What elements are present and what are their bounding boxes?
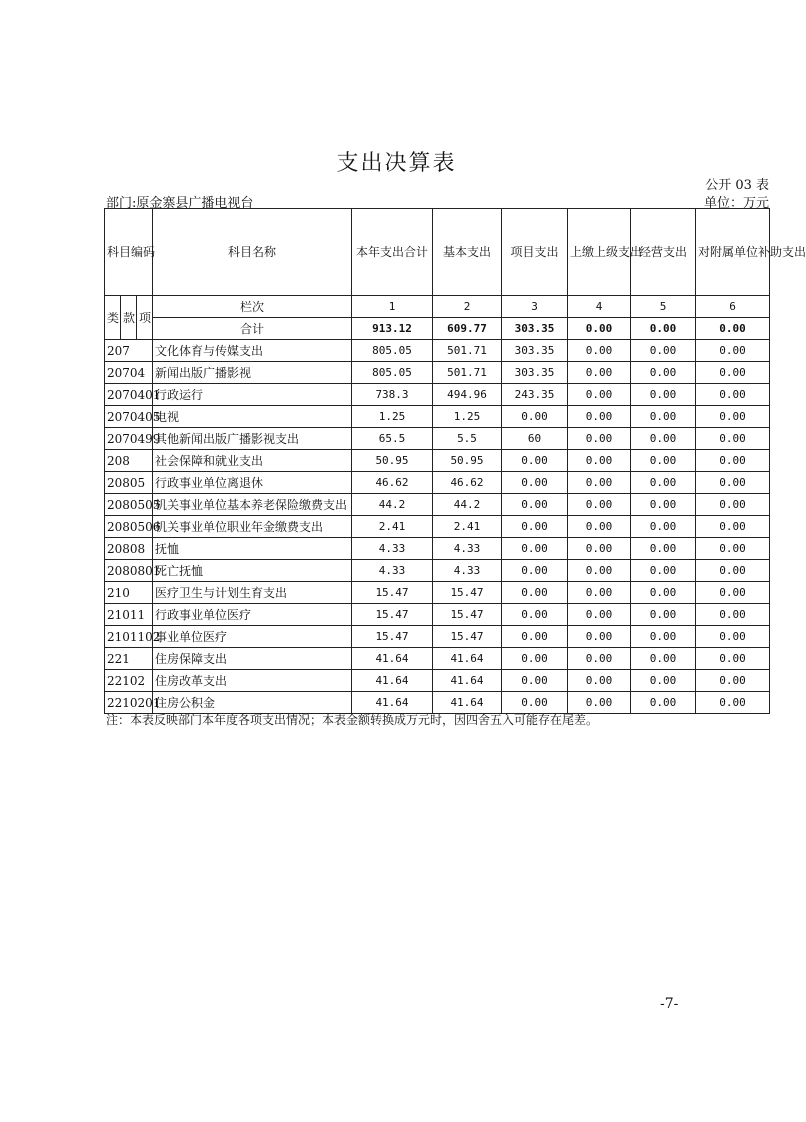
amount-cell: 243.35 (502, 384, 568, 406)
footnote: 注：本表反映部门本年度各项支出情况；本表金额转换成万元时，因四舍五入可能存在尾差。 (106, 713, 599, 727)
table-row (105, 648, 770, 670)
total-value: 0.00 (631, 318, 696, 340)
amount-cell: 0.00 (502, 494, 568, 516)
amount-cell: 0.00 (696, 362, 770, 384)
amount-cell: 303.35 (502, 340, 568, 362)
amount-cell: 0.00 (696, 450, 770, 472)
amount-cell: 41.64 (433, 692, 502, 714)
amount-cell: 0.00 (568, 626, 631, 648)
total-value: 913.12 (352, 318, 433, 340)
table-row (105, 626, 770, 648)
col-number: 2 (433, 296, 502, 318)
subject-name: 新闻出版广播影视 (153, 362, 352, 384)
table-row (105, 340, 770, 362)
amount-cell: 44.2 (352, 494, 433, 516)
amount-cell: 0.00 (502, 516, 568, 538)
col-number: 3 (502, 296, 568, 318)
amount-cell: 0.00 (502, 604, 568, 626)
amount-cell: 5.5 (433, 428, 502, 450)
subject-code: 2080505 (105, 494, 153, 516)
subject-name: 其他新闻出版广播影视支出 (153, 428, 352, 450)
amount-cell: 0.00 (568, 406, 631, 428)
amount-cell: 0.00 (631, 384, 696, 406)
subject-code: 2070405 (105, 406, 153, 428)
page-title: 支出决算表 (336, 151, 457, 176)
subject-code: 20805 (105, 472, 153, 494)
amount-cell: 0.00 (696, 384, 770, 406)
amount-cell: 0.00 (568, 670, 631, 692)
amount-cell: 0.00 (568, 560, 631, 582)
total-value: 303.35 (502, 318, 568, 340)
table-row (105, 494, 770, 516)
amount-cell: 0.00 (568, 494, 631, 516)
amount-cell: 0.00 (631, 472, 696, 494)
header-code-group: 科目编码 (105, 209, 153, 296)
amount-cell: 0.00 (631, 428, 696, 450)
amount-cell: 0.00 (502, 560, 568, 582)
header-upper: 上缴上级支出 (568, 209, 631, 296)
amount-cell: 0.00 (568, 384, 631, 406)
col-number: 6 (696, 296, 770, 318)
header-name: 科目名称 (153, 209, 352, 296)
subject-name: 行政运行 (153, 384, 352, 406)
header-lei: 类 (105, 296, 121, 340)
amount-cell: 0.00 (502, 472, 568, 494)
amount-cell: 738.3 (352, 384, 433, 406)
amount-cell: 15.47 (352, 604, 433, 626)
amount-cell: 15.47 (352, 626, 433, 648)
table-row (105, 560, 770, 582)
amount-cell: 1.25 (433, 406, 502, 428)
amount-cell: 501.71 (433, 340, 502, 362)
col-number: 5 (631, 296, 696, 318)
amount-cell: 0.00 (568, 362, 631, 384)
subject-code: 22102 (105, 670, 153, 692)
amount-cell: 0.00 (502, 538, 568, 560)
amount-cell: 41.64 (433, 648, 502, 670)
table-row (105, 582, 770, 604)
page-number: -7- (660, 996, 679, 1012)
header-kuan: 款 (121, 296, 137, 340)
amount-cell: 0.00 (568, 538, 631, 560)
subject-code: 207 (105, 340, 153, 362)
amount-cell: 46.62 (433, 472, 502, 494)
total-value: 0.00 (568, 318, 631, 340)
amount-cell: 0.00 (568, 582, 631, 604)
amount-cell: 0.00 (568, 450, 631, 472)
header-subsidy: 对附属单位补助支出 (696, 209, 770, 296)
amount-cell: 0.00 (631, 450, 696, 472)
subject-code: 210 (105, 582, 153, 604)
amount-cell: 0.00 (568, 692, 631, 714)
amount-cell: 0.00 (631, 362, 696, 384)
amount-cell: 494.96 (433, 384, 502, 406)
amount-cell: 0.00 (568, 428, 631, 450)
amount-cell: 0.00 (568, 604, 631, 626)
subject-code: 20704 (105, 362, 153, 384)
header-project: 项目支出 (502, 209, 568, 296)
col-number: 4 (568, 296, 631, 318)
amount-cell: 4.33 (352, 538, 433, 560)
amount-cell: 0.00 (696, 428, 770, 450)
table-row (105, 362, 770, 384)
expenditure-table (104, 208, 806, 714)
amount-cell: 0.00 (696, 340, 770, 362)
amount-cell: 0.00 (696, 538, 770, 560)
amount-cell: 50.95 (352, 450, 433, 472)
subject-code: 2210201 (105, 692, 153, 714)
amount-cell: 0.00 (631, 494, 696, 516)
amount-cell: 0.00 (696, 604, 770, 626)
subject-code: 2101102 (105, 626, 153, 648)
table-row (105, 428, 770, 450)
total-label: 合计 (153, 318, 352, 340)
subject-code: 2070401 (105, 384, 153, 406)
amount-cell: 1.25 (352, 406, 433, 428)
amount-cell: 4.33 (433, 538, 502, 560)
subject-name: 行政事业单位医疗 (153, 604, 352, 626)
subject-name: 行政事业单位离退休 (153, 472, 352, 494)
amount-cell: 0.00 (696, 692, 770, 714)
amount-cell: 0.00 (568, 340, 631, 362)
amount-cell: 501.71 (433, 362, 502, 384)
subject-name: 文化体育与传媒支出 (153, 340, 352, 362)
amount-cell: 805.05 (352, 362, 433, 384)
subject-code: 2070499 (105, 428, 153, 450)
amount-cell: 0.00 (696, 670, 770, 692)
amount-cell: 4.33 (433, 560, 502, 582)
subject-name: 死亡抚恤 (153, 560, 352, 582)
unit-label: 单位：万元 (703, 196, 769, 211)
lanci-row (105, 296, 770, 318)
header-xiang: 项 (137, 296, 153, 340)
subject-name: 机关事业单位基本养老保险缴费支出 (153, 494, 352, 516)
amount-cell: 0.00 (696, 472, 770, 494)
amount-cell: 41.64 (433, 670, 502, 692)
amount-cell: 2.41 (352, 516, 433, 538)
amount-cell: 46.62 (352, 472, 433, 494)
amount-cell: 0.00 (631, 538, 696, 560)
amount-cell: 0.00 (502, 406, 568, 428)
amount-cell: 0.00 (696, 406, 770, 428)
table-row (105, 670, 770, 692)
amount-cell: 0.00 (568, 516, 631, 538)
amount-cell: 0.00 (631, 406, 696, 428)
amount-cell: 2.41 (433, 516, 502, 538)
amount-cell: 0.00 (631, 582, 696, 604)
amount-cell: 41.64 (352, 648, 433, 670)
amount-cell: 41.64 (352, 670, 433, 692)
table-row (105, 384, 770, 406)
amount-cell: 0.00 (502, 692, 568, 714)
amount-cell: 15.47 (352, 582, 433, 604)
department-label: 部门:原金寨县广播电视台 (106, 196, 254, 211)
total-value: 609.77 (433, 318, 502, 340)
amount-cell: 805.05 (352, 340, 433, 362)
amount-cell: 0.00 (696, 648, 770, 670)
amount-cell: 15.47 (433, 604, 502, 626)
amount-cell: 0.00 (631, 670, 696, 692)
amount-cell: 0.00 (502, 648, 568, 670)
amount-cell: 0.00 (568, 648, 631, 670)
subject-code: 2080801 (105, 560, 153, 582)
header-row (105, 209, 770, 296)
amount-cell: 0.00 (631, 692, 696, 714)
header-basic: 基本支出 (433, 209, 502, 296)
amount-cell: 0.00 (502, 670, 568, 692)
subject-name: 电视 (153, 406, 352, 428)
subject-name: 住房公积金 (153, 692, 352, 714)
subject-name: 机关事业单位职业年金缴费支出 (153, 516, 352, 538)
amount-cell: 0.00 (502, 626, 568, 648)
subject-name: 抚恤 (153, 538, 352, 560)
subject-code: 208 (105, 450, 153, 472)
amount-cell: 41.64 (352, 692, 433, 714)
subject-name: 住房改革支出 (153, 670, 352, 692)
lanci-label: 栏次 (153, 296, 352, 318)
amount-cell: 0.00 (502, 450, 568, 472)
subject-name: 住房保障支出 (153, 648, 352, 670)
subject-code: 2080506 (105, 516, 153, 538)
table-row (105, 604, 770, 626)
amount-cell: 303.35 (502, 362, 568, 384)
amount-cell: 0.00 (631, 340, 696, 362)
amount-cell: 4.33 (352, 560, 433, 582)
subject-code: 20808 (105, 538, 153, 560)
amount-cell: 0.00 (631, 516, 696, 538)
subject-name: 医疗卫生与计划生育支出 (153, 582, 352, 604)
amount-cell: 0.00 (568, 472, 631, 494)
subject-name: 事业单位医疗 (153, 626, 352, 648)
table-row (105, 406, 770, 428)
amount-cell: 65.5 (352, 428, 433, 450)
amount-cell: 0.00 (631, 626, 696, 648)
amount-cell: 0.00 (696, 516, 770, 538)
amount-cell: 60 (502, 428, 568, 450)
header-business: 经营支出 (631, 209, 696, 296)
amount-cell: 0.00 (696, 626, 770, 648)
amount-cell: 0.00 (696, 560, 770, 582)
total-value: 0.00 (696, 318, 770, 340)
amount-cell: 15.47 (433, 626, 502, 648)
amount-cell: 44.2 (433, 494, 502, 516)
table-row (105, 538, 770, 560)
table-row (105, 472, 770, 494)
amount-cell: 0.00 (696, 494, 770, 516)
form-number: 公开 03 表 (705, 178, 769, 193)
total-row (105, 318, 770, 340)
amount-cell: 50.95 (433, 450, 502, 472)
amount-cell: 15.47 (433, 582, 502, 604)
subject-code: 21011 (105, 604, 153, 626)
header-total: 本年支出合计 (352, 209, 433, 296)
amount-cell: 0.00 (696, 582, 770, 604)
subject-name: 社会保障和就业支出 (153, 450, 352, 472)
amount-cell: 0.00 (631, 560, 696, 582)
col-number: 1 (352, 296, 433, 318)
table-row (105, 450, 770, 472)
subject-code: 221 (105, 648, 153, 670)
amount-cell: 0.00 (631, 604, 696, 626)
amount-cell: 0.00 (502, 582, 568, 604)
table-row (105, 516, 770, 538)
amount-cell: 0.00 (631, 648, 696, 670)
